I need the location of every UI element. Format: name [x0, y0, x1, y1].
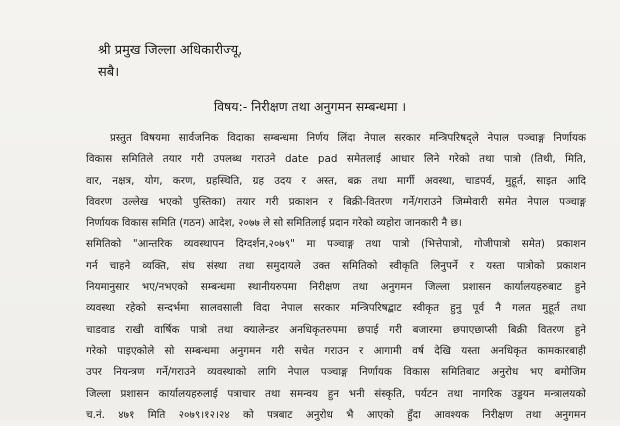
- body-line: विकास समितिले तयार गरी उपलब्ध गराउने date pad समेतलाई आधार लिने गरेको तथा पात्रो (तिथी, मिति,: [86, 153, 586, 166]
- body-line: विवरण उल्लेख भएको पुस्तिका) तयार गरी प्रकाशन र बिक्री-वितरण गर्ने/गराउने जिम्मेवारी समेत नेपाल पञ्चाङ्ग: [86, 195, 586, 208]
- body-line: जिल्ला प्रशासन कार्यालयहरुलाई पत्राचार तथा समन्वय हुन भनी संस्कृति, पर्यटन तथा नागरिक उड्डयन मन्त्रालयको: [86, 387, 586, 400]
- body-line: निर्णायक विकास समिति (गठन) आदेश, २०७७ ले सो समितिलाई प्रदान गरेको व्यहोरा जानकारी नै छ।: [86, 217, 462, 230]
- body-line: समितिको "आन्तरिक व्यवस्थापन दिग्दर्शन,२०७९" मा पञ्चाङ्ग तथा पात्रो (भित्तेपात्रो, गोजीपात्रो समेत) प्रकाशन: [86, 238, 586, 251]
- body-line: चाडवाड राखी वार्षिक पात्रो तथा क्यालेन्डर अनधिकृतरुपमा छपाई गरी बजारमा छपाएछाप्सी बिक्री वितरण हुने: [86, 323, 586, 336]
- body-line: नियमानुसार भए/नभएको सम्बन्धमा स्थानीयरुपमा निरीक्षण तथा अनुगमन जिल्ला प्रशासन कार्यालयहरुबाट हुने: [86, 281, 586, 294]
- subject-line: विषय:- निरीक्षण तथा अनुगमन सम्बन्धमा ।: [213, 99, 407, 114]
- body-line: प्रस्तुत विषयमा सार्वजनिक विदाका सम्बन्धमा निर्णय लिंदा नेपाल सरकार मन्त्रिपरिषद्ले नेपाल पञ्चाङ्ग निर्णायक: [110, 132, 586, 144]
- addressee-block: [98, 40, 242, 84]
- body-line: च.नं. ४७१ मिति २०७९।१२।२४ को पत्रबाट अनुरोध भै आएको हुँदा आवश्यक निरीक्षण तथा अनुगमन: [86, 408, 586, 421]
- body-line: उपर नियन्त्रण गर्ने/गराउने व्यवस्थाको लागि नेपाल पञ्चाङ्ग निर्णायक विकास समितिबाट अनुरोध भए बमोजिम: [86, 366, 586, 379]
- letter-body: [86, 128, 586, 426]
- body-line: वार, नक्षत्र, योग, करण, ग्रहस्थिति, ग्रह उदय र अस्त, बक्र तथा मार्गी अवस्था, चाडपर्व, मुहूर्त, साइत आदि: [86, 174, 586, 187]
- addressee-line-1: श्री प्रमुख जिल्ला अधिकारीज्यू,: [98, 43, 243, 58]
- body-line: व्यवस्था रहेको सन्दर्भमा सालवसाली विदा नेपाल सरकार मन्त्रिपरिषद्बाट स्वीकृत हुनु पूर्व नै गलत मुहूर्त तथा: [86, 302, 586, 315]
- addressee-line-2: सबै।: [98, 65, 120, 80]
- body-line: गरेको पाइएकोले सो सम्बन्धमा अनुगमन गरी सचेत गराउन र आगामी वर्ष देखि यस्ता अनधिकृत कामकारबाही: [86, 344, 586, 357]
- body-line: गर्न चाहने व्यक्ति, संघ संस्था तथा समुदायले उक्त समितिको स्वीकृति लिनुपर्ने र यस्ता पात्रोको प्रकाशन: [86, 259, 586, 272]
